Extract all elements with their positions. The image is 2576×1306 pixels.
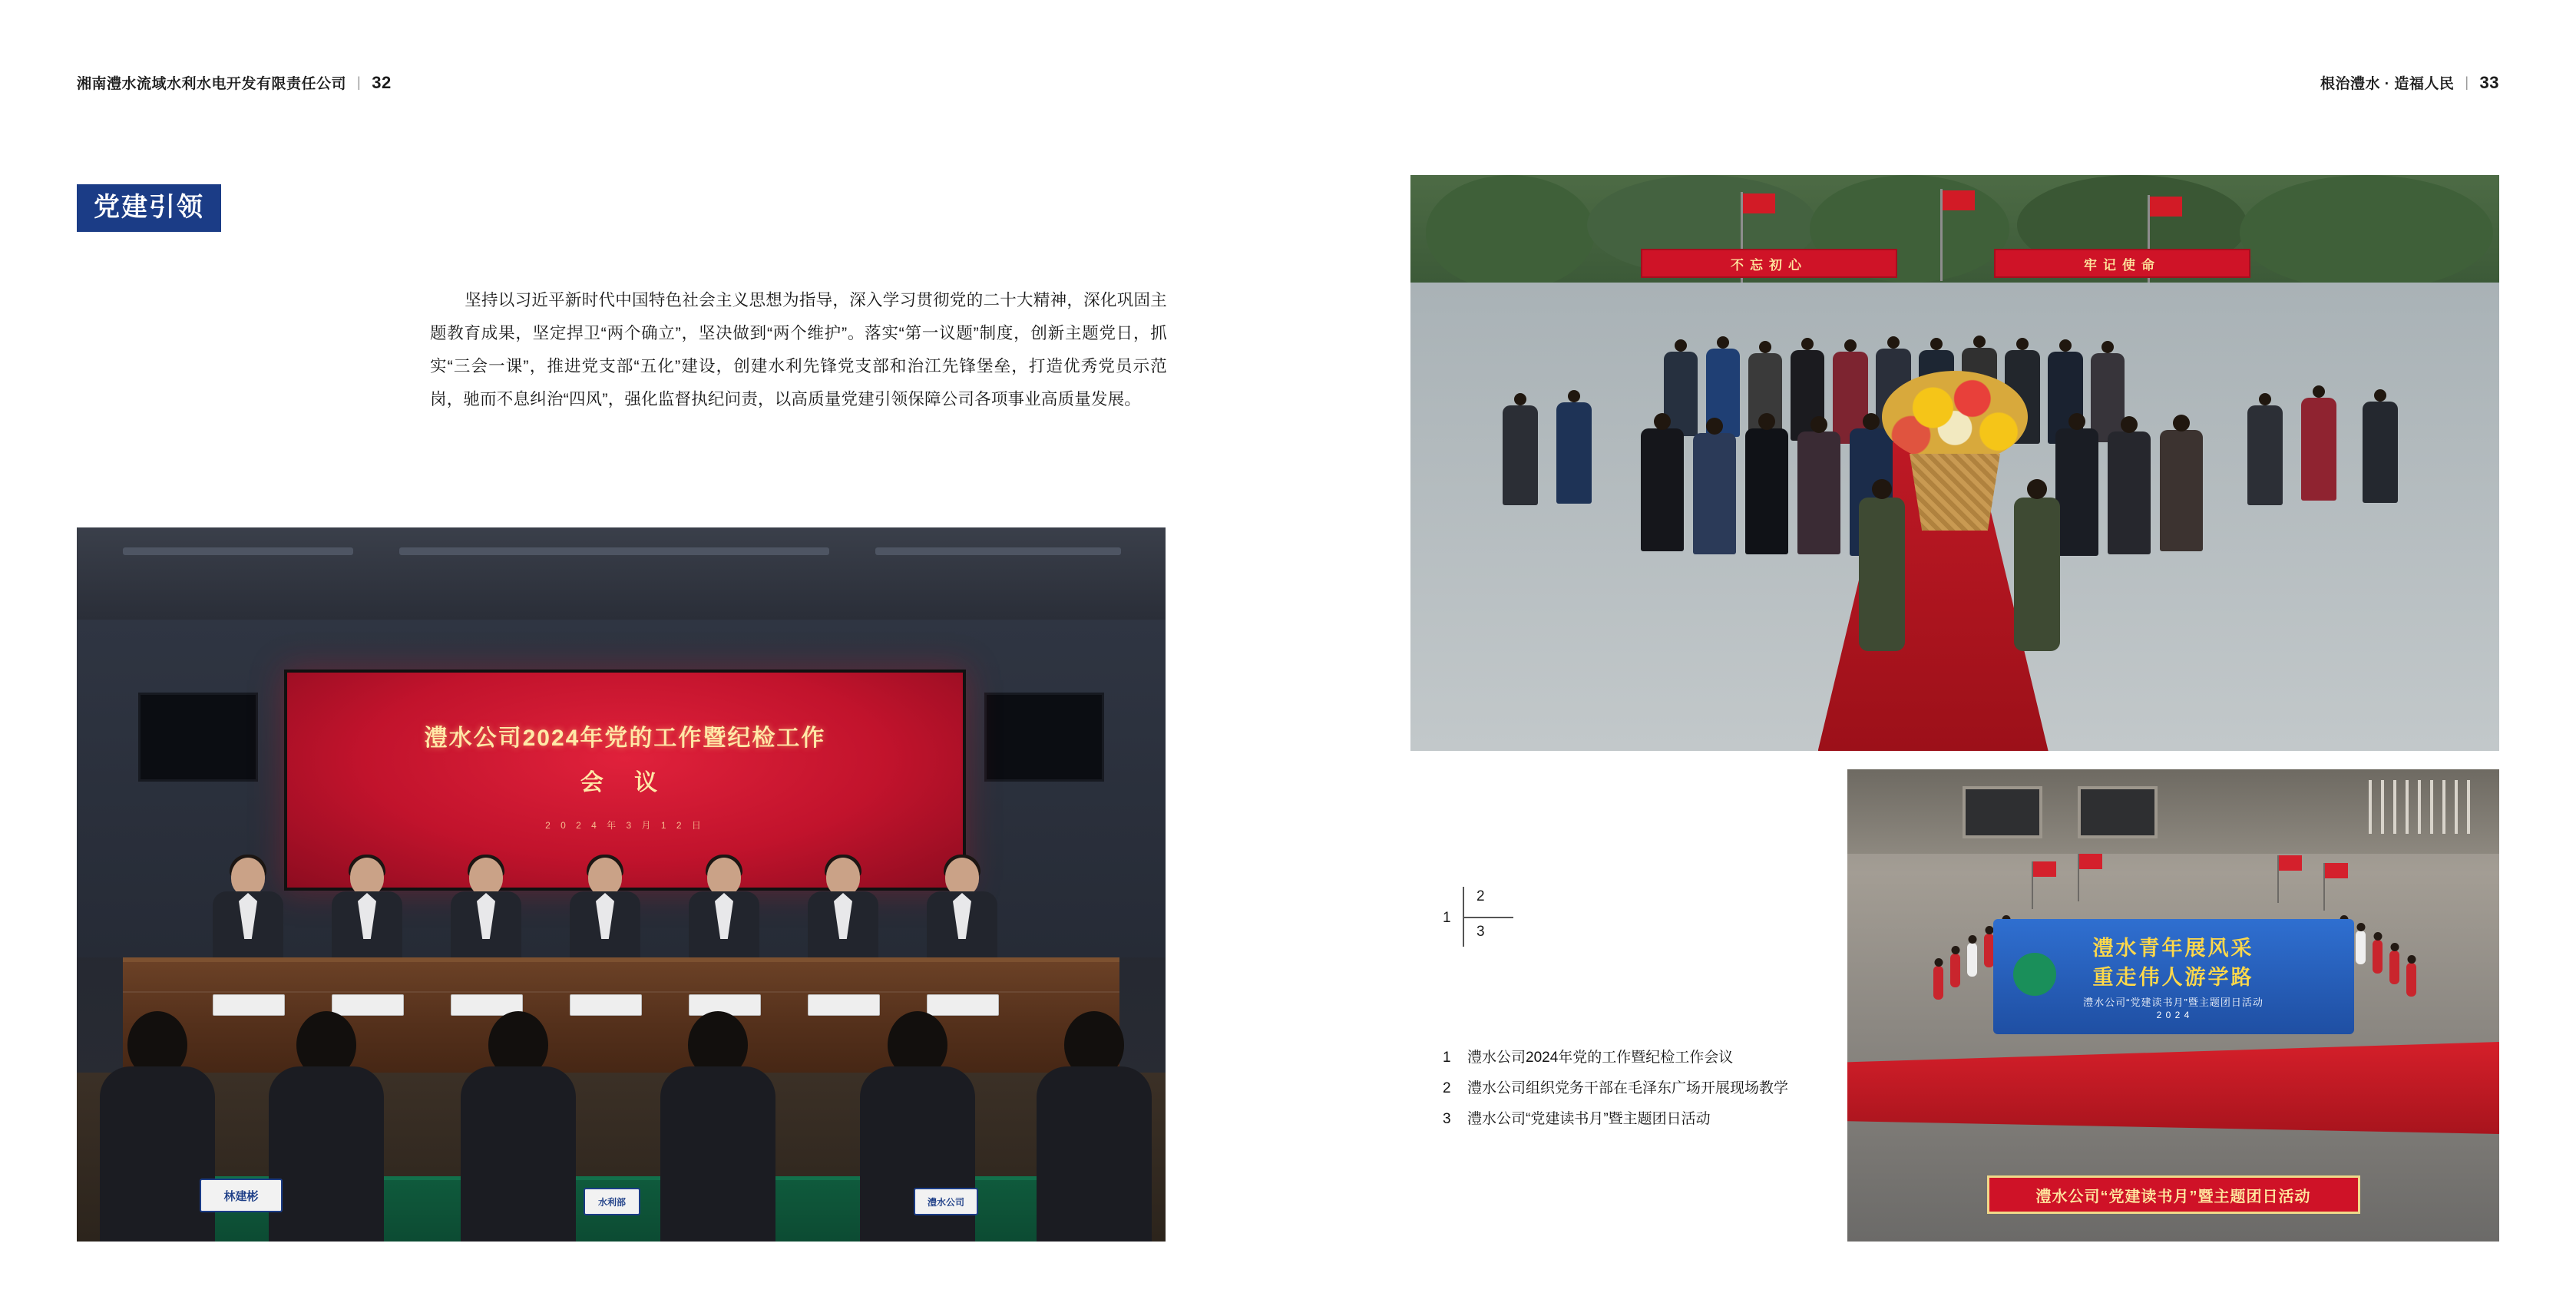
student bbox=[2356, 931, 2366, 964]
key-number-3: 3 bbox=[1476, 924, 1485, 940]
conference-scene bbox=[77, 527, 1166, 1242]
photo-layout-key bbox=[1443, 887, 1543, 948]
caption-number: 3 bbox=[1443, 1111, 1451, 1127]
student bbox=[1950, 954, 1960, 987]
crowd-member bbox=[1693, 433, 1736, 554]
caption-number: 1 bbox=[1443, 1050, 1451, 1066]
screen-subtitle: 2 0 2 4 年 3 月 1 2 日 bbox=[545, 820, 705, 831]
bottom-banner: 澧水公司“党建读书月”暨主题团日活动 bbox=[1987, 1175, 2360, 1214]
side-monitor-right bbox=[984, 693, 1104, 782]
red-flag bbox=[2079, 854, 2102, 869]
banner-line4: 2 0 2 4 bbox=[2156, 1010, 2191, 1020]
caption-text: 澧水公司2024年党的工作暨纪检工作会议 bbox=[1467, 1050, 1734, 1066]
background-wall bbox=[1847, 769, 2499, 854]
banner-left: 不忘初心 bbox=[1641, 249, 1897, 278]
desk-nameplate-front-left: 林建彬 bbox=[200, 1179, 283, 1212]
panel-member bbox=[211, 858, 285, 965]
audience-member bbox=[660, 1011, 775, 1242]
running-head-right bbox=[2320, 72, 2499, 93]
event-banner bbox=[1993, 919, 2354, 1034]
red-flag bbox=[2279, 855, 2302, 871]
caption-item bbox=[1443, 1050, 2326, 1065]
panel-member bbox=[806, 858, 880, 965]
audience-member bbox=[1037, 1011, 1152, 1242]
red-flag bbox=[1943, 190, 1975, 210]
youth-formation-photo bbox=[1847, 769, 2499, 1242]
page-number-right: 33 bbox=[2479, 72, 2499, 92]
caption-text: 澧水公司组织党务干部在毛泽东广场开展现场教学 bbox=[1467, 1080, 1789, 1096]
crowd-member bbox=[1641, 428, 1684, 551]
student bbox=[2373, 940, 2383, 974]
banner-right: 牢记使命 bbox=[1994, 249, 2250, 278]
panel-member bbox=[687, 858, 761, 965]
red-flag bbox=[1743, 193, 1775, 213]
side-monitor-left bbox=[138, 693, 258, 782]
student bbox=[1967, 943, 1977, 977]
key-horizontal-rule bbox=[1463, 917, 1513, 918]
panel-member bbox=[568, 858, 642, 965]
panel-member bbox=[449, 858, 523, 965]
caption-item bbox=[1443, 1112, 2326, 1126]
running-head-right-separator: | bbox=[2465, 74, 2469, 90]
page-number-left: 32 bbox=[372, 72, 392, 92]
banner-line2: 重走伟人游学路 bbox=[2092, 966, 2254, 989]
crowd-member bbox=[2091, 353, 2125, 442]
desk-nameplate-front-mid: 水利部 bbox=[584, 1188, 640, 1215]
crowd-member bbox=[1797, 431, 1840, 554]
bystander bbox=[1503, 405, 1538, 505]
key-number-1: 1 bbox=[1443, 910, 1451, 926]
caption-number: 2 bbox=[1443, 1080, 1451, 1096]
student bbox=[2406, 963, 2416, 997]
caption-list bbox=[1443, 1050, 2326, 1142]
red-flag bbox=[2150, 197, 2182, 217]
youth-scene bbox=[1847, 769, 2499, 1242]
audience-member bbox=[461, 1011, 576, 1242]
body-paragraph bbox=[430, 284, 1167, 416]
panel-member bbox=[330, 858, 404, 965]
running-head-left-separator: | bbox=[357, 74, 362, 90]
section-title: 党建引领 bbox=[77, 184, 221, 232]
banner-line1: 澧水青年展风采 bbox=[2092, 937, 2254, 960]
student bbox=[1933, 966, 1943, 1000]
crowd-member bbox=[1745, 428, 1788, 554]
conference-photo bbox=[77, 527, 1166, 1242]
bystander bbox=[2363, 402, 2398, 503]
bystander bbox=[2301, 398, 2336, 501]
running-head-right-text: 根治澧水 · 造福人民 bbox=[2320, 76, 2455, 92]
audience-member bbox=[100, 1011, 215, 1242]
banner-line3: 澧水公司“党建读书月”暨主题团日活动 bbox=[2083, 997, 2264, 1008]
running-head-left bbox=[77, 72, 392, 93]
ceiling bbox=[77, 527, 1166, 620]
body-paragraph-text: 坚持以习近平新时代中国特色社会主义思想为指导，深入学习贯彻党的二十大精神，深化巩固主题教育成果，坚定捍卫“两个确立”，坚决做到“两个维护”。落实“第一议题”制度，创新主题党日，抓实“三会一课”，推进党支部“五化”建设，创建水利先锋党支部和治江先锋堡垒，打造优秀党员示范岗，驰而不息纠治“四风”，强化监督执纪问责，以高质量党建引领保障公司各项事业高质量发展。 bbox=[430, 291, 1167, 408]
running-head-left-text: 湘南澧水流域水利水电开发有限责任公司 bbox=[77, 76, 347, 92]
screen-title-line2: 会 议 bbox=[580, 770, 670, 795]
crowd-member bbox=[2160, 430, 2203, 551]
caption-item bbox=[1443, 1081, 2326, 1096]
memorial-scene bbox=[1410, 175, 2499, 751]
key-number-2: 2 bbox=[1476, 888, 1485, 904]
memorial-square-photo bbox=[1410, 175, 2499, 751]
student bbox=[2389, 951, 2399, 984]
caption-text: 澧水公司“党建读书月”暨主题团日活动 bbox=[1467, 1111, 1711, 1127]
nameplate bbox=[570, 994, 642, 1016]
screen-title-line1: 澧水公司2024年党的工作暨纪检工作 bbox=[424, 726, 826, 751]
desk-nameplate-front-right: 澧水公司 bbox=[914, 1188, 978, 1215]
panel-member bbox=[925, 858, 999, 965]
red-flag bbox=[2033, 861, 2056, 877]
audience-member bbox=[269, 1011, 384, 1242]
bystander bbox=[2247, 405, 2283, 505]
bystander bbox=[1556, 402, 1592, 504]
flower-wreath bbox=[1882, 371, 2028, 532]
crowd-member bbox=[2055, 428, 2098, 556]
crowd-member bbox=[2108, 431, 2151, 554]
red-flag bbox=[2325, 863, 2348, 878]
